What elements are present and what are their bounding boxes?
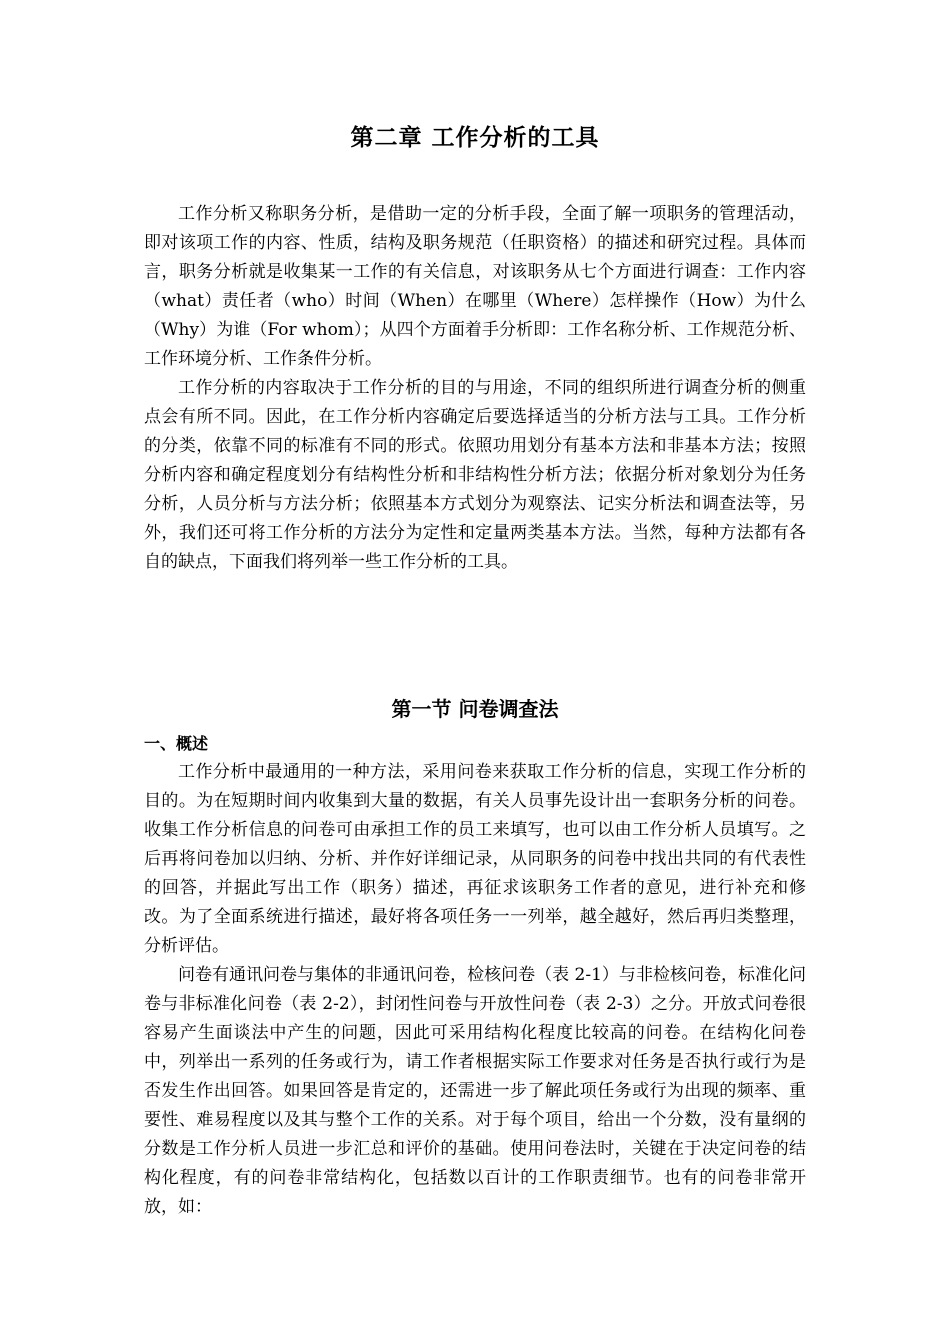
section-subheading: 一、概述 <box>144 734 209 753</box>
intro-body <box>144 200 806 577</box>
section-body <box>144 758 806 1222</box>
chapter-title: 第二章 工作分析的工具 <box>350 124 600 151</box>
intro-paragraph-1: 工作分析又称职务分析，是借助一定的分析手段，全面了解一项职务的管理活动，即对该项工作的内容、性质，结构及职务规范（任职资格）的描述和研究过程。具体而言，职务分析就是收集某一工作的有关信息，对该职务从七个方面进行调查：工作内容（what）责任者（who）时间（When）在哪里（Where）怎样操作（How）为什么（Why）为谁（For whom）；从四个方面着手分析即：工作名称分析、工作规范分析、工作环境分析、工作条件分析。 <box>144 204 806 369</box>
intro-paragraph-2: 工作分析的内容取决于工作分析的目的与用途，不同的组织所进行调查分析的侧重点会有所不同。因此，在工作分析内容确定后要选择适当的分析方法与工具。工作分析的分类，依靠不同的标准有不同的形式。依照功用划分有基本方法和非基本方法；按照分析内容和确定程度划分有结构性分析和非结构性分析方法；依据分析对象划分为任务分析，人员分析与方法分析；依照基本方式划分为观察法、记实分析法和调查法等，另外，我们还可将工作分析的方法分为定性和定量两类基本方法。当然，每种方法都有各自的缺点，下面我们将列举一些工作分析的工具。 <box>144 378 806 572</box>
section-paragraph-2: 问卷有通讯问卷与集体的非通讯问卷，检核问卷（表 2-1）与非检核问卷，标准化问卷与非标准化问卷（表 2-2），封闭性问卷与开放性问卷（表 2-3）之分。开放式问卷很容易产生面谈法中产生的问题，因此可采用结构化程度比较高的问卷。在结构化问卷中，列举出一系列的任务或行为，请工作者根据实际工作要求对任务是否执行或行为是否发生作出回答。如果回答是肯定的，还需进一步了解此项任务或行为出现的频率、重要性、难易程度以及其与整个工作的关系。对于每个项目，给出一个分数，没有量纲的分数是工作分析人员进一步汇总和评价的基础。使用问卷法时，关键在于决定问卷的结构化程度，有的问卷非常结构化，包括数以百计的工作职责细节。也有的问卷非常开放，如： <box>144 965 806 1217</box>
section-paragraph-1: 工作分析中最通用的一种方法，采用问卷来获取工作分析的信息，实现工作分析的目的。为在短期时间内收集到大量的数据，有关人员事先设计出一套职务分析的问卷。收集工作分析信息的问卷可由承担工作的员工来填写，也可以由工作分析人员填写。之后再将问卷加以归纳、分析、并作好详细记录，从同职务的问卷中找出共同的有代表性的回答，并据此写出工作（职务）描述，再征求该职务工作者的意见，进行补充和修改。为了全面系统进行描述，最好将各项任务一一列举，越全越好，然后再归类整理，分析评估。 <box>144 762 806 956</box>
section-title: 第一节 问卷调查法 <box>391 697 559 721</box>
